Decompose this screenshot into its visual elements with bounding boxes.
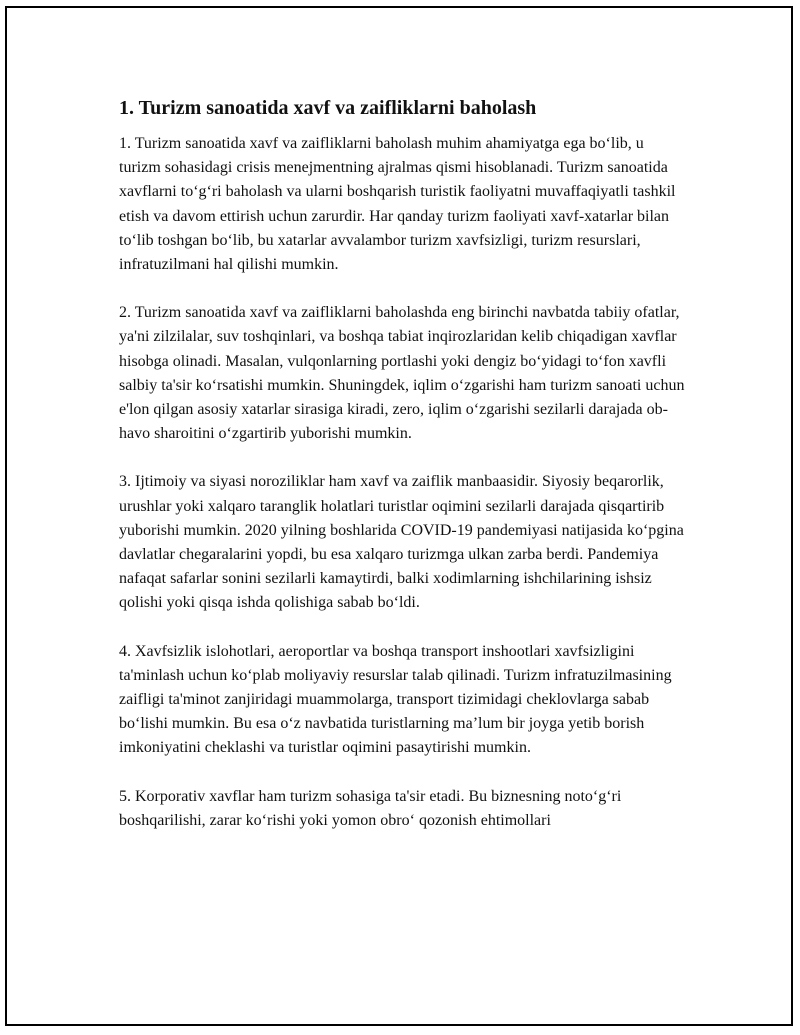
paragraph-3: 3. Ijtimoiy va siyasi noroziliklar ham xavf va zaiflik manbaasidir. Siyosiy beqarorlik, urushlar yoki xalqaro taranglik holatlari turistlar oqimini sezilarli darajada qisqartirib yuborishi mumkin. 2020 yilning boshlarida COVID-19 pandemiyasi natijasida ko‘pgina davlatlar chegaralarini yopdi, bu esa xalqaro turizmga ulkan zarba berdi. Pandemiya nafaqat safarlar sonini sezilarli kamaytirdi, balki xodimlarning ishchilarining ishsiz qolishi yoki qisqa ishda qolishiga sabab bo‘ldi. — [119, 473, 684, 612]
paragraph-1: 1. Turizm sanoatida xavf va zaifliklarni baholash muhim ahamiyatga ega bo‘lib, u turizm sohasidagi crisis menejmentning ajralmas qismi hisoblanadi. Turizm sanoatida xavflarni to‘g‘ri baholash va ularni boshqarish turistik faoliyatni muvaffaqiyatli tashkil etish va davom ettirish uchun zarurdir. Har qanday turizm faoliyati xavf-xatarlar bilan to‘lib toshgan bo‘lib, bu xatarlar avvalambor turizm xavfsizligi, turizm resurslari, infratuzilmani hal qilishi mumkin. — [119, 135, 676, 274]
section-heading: 1. Turizm sanoatida xavf va zaifliklarni baholash — [119, 97, 537, 119]
paragraph-5: 5. Korporativ xavflar ham turizm sohasiga ta'sir etadi. Bu biznesning noto‘g‘ri boshqarilishi, zarar ko‘rishi yoki yomon obro‘ qozonish ehtimollari — [119, 787, 622, 829]
paragraph-2: 2. Turizm sanoatida xavf va zaifliklarni baholashda eng birinchi navbatda tabiiy ofatlar, ya'ni zilzilalar, suv toshqinlari, va boshqa tabiat inqirozlaridan kelib chiqadigan xavflar hisobga olinadi. Masalan, vulqonlarning portlashi yoki dengiz bo‘yidagi to‘fon xavfli salbiy ta'sir ko‘rsatishi mumkin. Shuningdek, iqlim o‘zgarishi ham turizm sanoati uchun e'lon qilgan asosiy xatarlar sirasiga kiradi, zero, iqlim o‘zgarishi sezilarli darajada ob-havo sharoitini o‘zgartirib yuborishi mumkin. — [119, 304, 685, 443]
paragraph-4: 4. Xavfsizlik islohotlari, aeroportlar va boshqa transport inshootlari xavfsizligini ta'minlash uchun ko‘plab moliyaviy resurslar talab qilinadi. Turizm infratuzilmasining zaifligi ta'minot zanjiridagi muammolarga, transport tizimidagi cheklovlarga sabab bo‘lishi mumkin. Bu esa o‘z navbatida turistlarning ma’lum bir joyga yetib borish imkoniyatini cheklashi va turistlar oqimini pasaytirishi mumkin. — [119, 642, 672, 757]
document-page — [5, 6, 793, 1026]
document-body — [119, 96, 689, 857]
